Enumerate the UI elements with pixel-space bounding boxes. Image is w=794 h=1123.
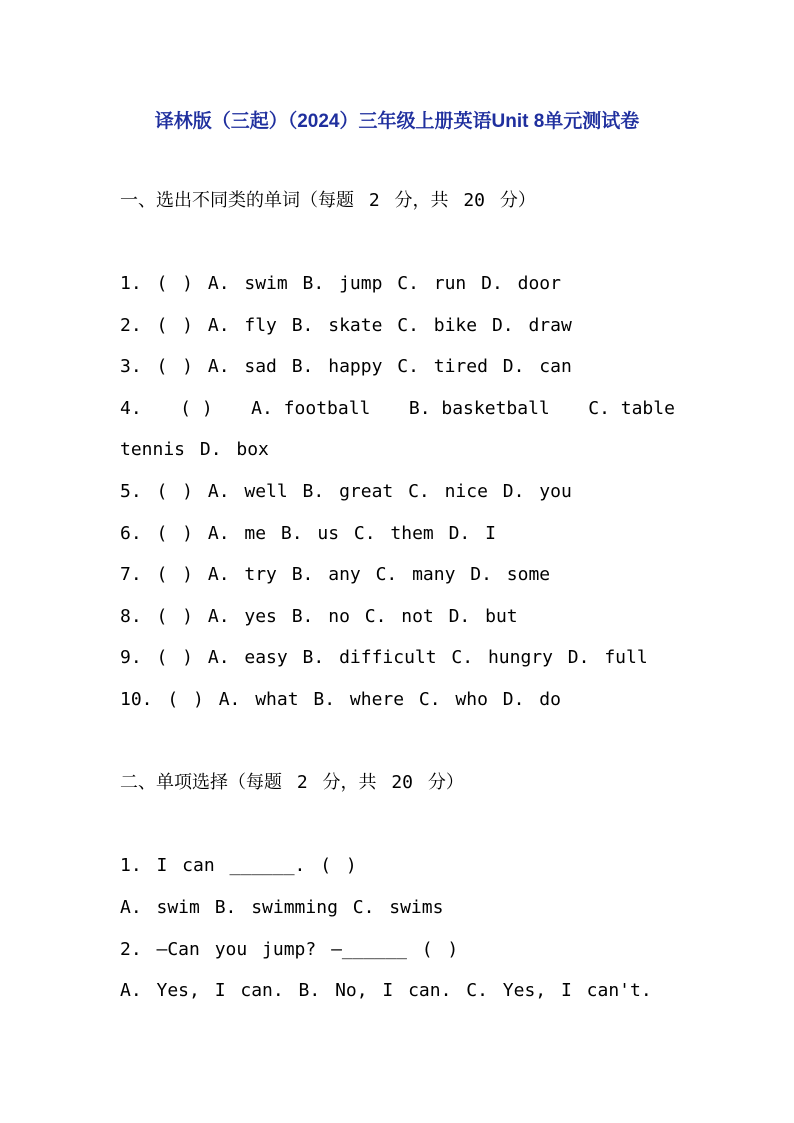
section2-question-2-options: A. Yes, I can. B. No, I can. C. Yes, I can't. [120,980,652,1001]
section1-item-5: 5. ( ) A. well B. great C. nice D. you [120,481,572,502]
item-4-option-a: A. football [251,398,371,419]
section2-question-1: 1. I can ______. ( ) [120,855,357,876]
section2-heading: 二、单项选择（每题 2 分，共 20 分） [120,772,464,793]
section1-item-6: 6. ( ) A. me B. us C. them D. I [120,523,496,544]
item-4-number: 4. [120,398,142,419]
item-4-option-c: C. table [588,398,675,419]
section2-question-2: 2. —Can you jump? —______ ( ) [120,939,459,960]
section1-item-1: 1. ( ) A. swim B. jump C. run D. door [120,273,561,294]
item-4-paren: ( ) [180,398,213,419]
section1-item-8: 8. ( ) A. yes B. no C. not D. but [120,606,518,627]
section1-heading: 一、选出不同类的单词（每题 2 分，共 20 分） [120,190,536,211]
section1-item-3: 3. ( ) A. sad B. happy C. tired D. can [120,356,572,377]
section1-item-4 [120,397,675,421]
section1-item-10: 10. ( ) A. what B. where C. who D. do [120,689,561,710]
section1-item-2: 2. ( ) A. fly B. skate C. bike D. draw [120,315,572,336]
section2-question-1-options: A. swim B. swimming C. swims [120,897,444,918]
section1-item-4-continued: tennis D. box [120,439,269,460]
document-title: 译林版（三起）（2024）三年级上册英语Unit 8单元测试卷 [154,111,640,132]
section1-item-9: 9. ( ) A. easy B. difficult C. hungry D. full [120,647,648,668]
section1-item-7: 7. ( ) A. try B. any C. many D. some [120,564,551,585]
item-4-option-b: B. basketball [408,398,550,419]
